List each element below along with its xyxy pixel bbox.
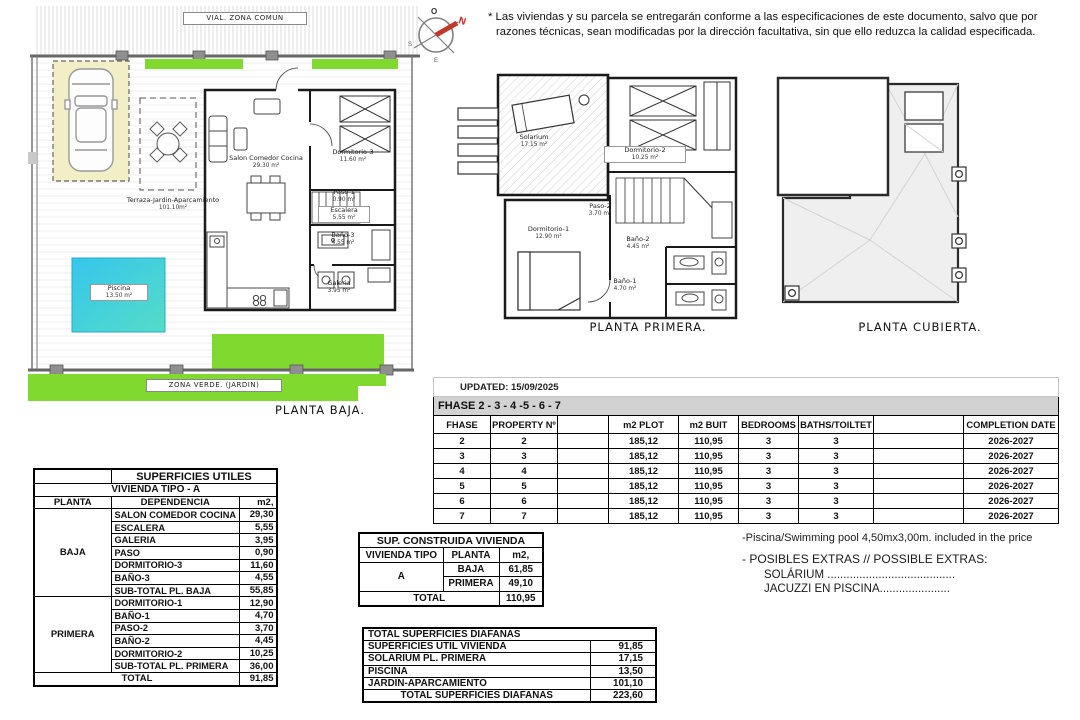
cell: 2 (434, 434, 491, 449)
room-label-galeria: Galeria 3.95 m² (327, 279, 351, 294)
cell: 185,12 (609, 464, 679, 479)
table-row (34, 597, 277, 610)
cell: 110,95 (679, 434, 739, 449)
total-value: 223,60 (590, 689, 656, 702)
cell: 185,12 (609, 479, 679, 494)
room-label-bano3: Baño-3 4.55 m² (331, 231, 355, 246)
cell: 5,55 (239, 521, 277, 534)
planta-primera-group: PRIMERA (34, 597, 111, 673)
col-fhase: FHASE (434, 416, 491, 434)
planta-baja-title: PLANTA BAJA. (275, 403, 365, 417)
table-title: SUPERFICIES UTILES (111, 469, 277, 484)
green-strip (312, 59, 398, 69)
updated-date: UPDATED: 15/09/2025 (434, 378, 1059, 397)
subtotal-label: SUB-TOTAL PL. PRIMERA (111, 660, 239, 673)
cell: 4 (434, 464, 491, 479)
cell: 3 (739, 479, 799, 494)
cell (34, 469, 111, 484)
room-label-dormitorio3: Dormitorio-3 11.60 m² (332, 148, 374, 163)
phase-row (434, 464, 1059, 479)
cell: PASO (111, 546, 239, 559)
subtotal-value: 55,85 (239, 584, 277, 597)
cell: 4,45 (239, 635, 277, 648)
cell: 2026-2027 (964, 479, 1059, 494)
cell: SALON COMEDOR COCINA (111, 509, 239, 522)
cell: 110,95 (679, 509, 739, 524)
updated-row (434, 378, 1059, 397)
room-label-paso1: Paso-1 0.90 m² (332, 188, 356, 203)
subtotal-label: SUB-TOTAL PL. BAJA (111, 584, 239, 597)
col-planta: PLANTA (34, 496, 111, 509)
cell: 185,12 (609, 449, 679, 464)
col-m2: m2, (239, 496, 277, 509)
car-icon (65, 69, 117, 171)
cell: 3 (799, 509, 874, 524)
bed-dorm1 (518, 252, 580, 310)
cell: 3 (739, 509, 799, 524)
gap-cell (558, 509, 609, 524)
room-label-escalera: Escalera 5.55 m² (318, 206, 370, 223)
phase-header-row (434, 416, 1059, 434)
vial-zona-comun-label: VIAL. ZONA COMUN (183, 12, 307, 25)
header-row (359, 548, 543, 562)
table-row (359, 562, 543, 576)
table-row (34, 509, 277, 522)
planta-baja-group: BAJA (34, 509, 111, 597)
cell: 5 (434, 479, 491, 494)
plan-planta-cubierta (765, 62, 1005, 342)
phase-row (434, 494, 1059, 509)
cell: 3 (799, 434, 874, 449)
cell: 13,50 (590, 665, 656, 677)
room-label-dormitorio1: Dormitorio-1 12.90 m² (527, 225, 570, 240)
gap-cell (874, 464, 964, 479)
svg-text:O: O (431, 7, 438, 16)
cell: 0,90 (239, 546, 277, 559)
svg-text:E: E (434, 58, 439, 64)
diafanas-table (362, 627, 657, 703)
cell: 4 (491, 464, 558, 479)
cell: 49,10 (499, 577, 543, 591)
zona-verde-label: ZONA VERDE. (JARDIN) (146, 379, 282, 392)
gap-cell (874, 479, 964, 494)
title-row (34, 469, 277, 484)
zona-verde-band-step (358, 374, 386, 386)
green-strip (145, 59, 243, 69)
compass-icon (400, 4, 478, 66)
cell: 3 (799, 464, 874, 479)
plan-planta-primera (448, 62, 748, 342)
gap-cell (558, 494, 609, 509)
cell: 3 (739, 464, 799, 479)
gap-cell (874, 434, 964, 449)
cell: 2026-2027 (964, 449, 1059, 464)
note-extras: - POSIBLES EXTRAS // POSSIBLE EXTRAS: (742, 552, 988, 566)
col-baths: BATHS/TOILTET (799, 416, 874, 434)
gap-cell (558, 479, 609, 494)
cell: 110,95 (679, 494, 739, 509)
subtotal-value: 36,00 (239, 660, 277, 673)
phase-row (434, 509, 1059, 524)
gap-cell (874, 449, 964, 464)
phase-band: FHASE 2 - 3 - 4 -5 - 6 - 7 (434, 397, 1059, 416)
disclaimer-text: * Las viviendas y su parcela se entregarán conforme a las especificaciones de este documento, salvo que por razones técnicas, sean modificadas por la dirección facultativa, sin que ello reduzca la calidad especificada. (488, 11, 1038, 38)
cell: ESCALERA (111, 521, 239, 534)
col-dependencia: DEPENDENCIA (111, 496, 239, 509)
subtitle-row (34, 484, 277, 497)
room-label-piscina: Piscina 13.50 m² (90, 284, 148, 301)
total-label: TOTAL SUPERFICIES DIAFANAS (363, 689, 590, 702)
cell: 4,55 (239, 572, 277, 585)
cell: 110,95 (679, 449, 739, 464)
total-row (34, 672, 277, 685)
col-planta: PLANTA (443, 548, 499, 562)
tipo-a: A (359, 562, 443, 591)
planta-cubierta-drawing (765, 62, 1005, 342)
gap-cell (874, 509, 964, 524)
room-label-paso2: Paso-2 3.70 m² (588, 202, 612, 217)
cell: 29,30 (239, 509, 277, 522)
cell: SUPERFICIES UTIL VIVIENDA (363, 641, 590, 653)
gap-cell (558, 464, 609, 479)
cell: JARDIN-APARCAMIENTO (363, 677, 590, 689)
cell: 3 (739, 494, 799, 509)
sup-construida-table (358, 532, 544, 607)
cell: 185,12 (609, 494, 679, 509)
cell: 12,90 (239, 597, 277, 610)
note-pool: -Piscina/Swimming pool 4,50mx3,00m. included in the price (742, 532, 1033, 544)
cell: 3 (799, 479, 874, 494)
cell: 7 (491, 509, 558, 524)
room-label-bano2: Baño-2 4.45 m² (626, 235, 650, 250)
cell: 2026-2027 (964, 464, 1059, 479)
phases-table (433, 377, 1059, 524)
total-value: 91,85 (239, 672, 277, 685)
cell: PRIMERA (443, 577, 499, 591)
gap-cell (874, 494, 964, 509)
phase-row (434, 434, 1059, 449)
col-completion: COMPLETION DATE (964, 416, 1059, 434)
total-label: TOTAL (359, 591, 499, 606)
terraza-label: Terraza-Jardin-Aparcamiento 101.10m² (126, 196, 220, 211)
table-row (363, 677, 656, 689)
solarium-table (579, 95, 589, 105)
svg-text:S: S (408, 42, 413, 48)
cell: 110,95 (679, 464, 739, 479)
cell: 6 (434, 494, 491, 509)
cell: PASO-2 (111, 622, 239, 635)
cell: 10,25 (239, 647, 277, 660)
cell: DORMITORIO-2 (111, 647, 239, 660)
total-row (363, 689, 656, 702)
total-label: TOTAL (34, 672, 239, 685)
table-row (363, 665, 656, 677)
svg-text:N: N (456, 15, 468, 28)
cell: 4,70 (239, 609, 277, 622)
notes-block (742, 531, 1032, 596)
lower-roof-block (778, 78, 888, 195)
gap-cell (558, 449, 609, 464)
gap-cell (874, 416, 964, 434)
cell: 2 (491, 434, 558, 449)
superficies-utiles-table (33, 468, 278, 687)
table-title: TOTAL SUPERFICIES DIAFANAS (363, 628, 656, 641)
table-subtitle: VIVIENDA TIPO - A (34, 484, 277, 497)
gap-cell (558, 434, 609, 449)
cell: BAÑO-2 (111, 635, 239, 648)
cell: GALERIA (111, 534, 239, 547)
phase-row (434, 479, 1059, 494)
title-row (363, 628, 656, 641)
col-m2: m2, (499, 548, 543, 562)
cell: PISCINA (363, 665, 590, 677)
cell: 3,95 (239, 534, 277, 547)
table-row (363, 653, 656, 665)
cell: BAÑO-3 (111, 572, 239, 585)
cell: 61,85 (499, 562, 543, 576)
title-row (359, 533, 543, 548)
planta-primera-title: PLANTA PRIMERA. (589, 320, 707, 334)
beds (630, 82, 730, 150)
cell: 3 (739, 449, 799, 464)
header-row (34, 496, 277, 509)
cell: SOLARIUM PL. PRIMERA (363, 653, 590, 665)
planta-cubierta-title: PLANTA CUBIERTA. (858, 320, 982, 334)
cell: DORMITORIO-1 (111, 597, 239, 610)
room-label-bano1: Baño-1 4.70 m² (613, 277, 637, 292)
note-jacuzzi: JACUZZI EN PISCINA...................... (764, 583, 950, 595)
room-label-dormitorio2: Dormitorio-2 10.25 m² (604, 146, 686, 163)
cell: 2026-2027 (964, 434, 1059, 449)
cell: BAÑO-1 (111, 609, 239, 622)
plan-planta-baja (28, 4, 448, 418)
cell: DORMITORIO-3 (111, 559, 239, 572)
table-row (363, 641, 656, 653)
cell: 3 (491, 449, 558, 464)
col-tipo: VIVIENDA TIPO (359, 548, 443, 562)
total-row (359, 591, 543, 606)
cell: 6 (491, 494, 558, 509)
cell: 2026-2027 (964, 509, 1059, 524)
gap-cell (558, 416, 609, 434)
col-bedrooms: BEDROOMS (739, 416, 799, 434)
col-property: PROPERTY Nº (491, 416, 558, 434)
total-value: 110,95 (499, 591, 543, 606)
phase-band-row (434, 397, 1059, 416)
note-solarium: SOLÁRIUM ........................................ (764, 569, 956, 581)
cell: 3 (799, 449, 874, 464)
cell: 5 (491, 479, 558, 494)
cell: 3,70 (239, 622, 277, 635)
cell: 185,12 (609, 509, 679, 524)
cell: 2026-2027 (964, 494, 1059, 509)
room-label-salon: Salon Comedor Cocina 29.30 m² (229, 154, 303, 169)
cell: 3 (434, 449, 491, 464)
cell: 110,95 (679, 479, 739, 494)
cell: 7 (434, 509, 491, 524)
cell: 11,60 (239, 559, 277, 572)
phase-row (434, 449, 1059, 464)
cell: 3 (739, 434, 799, 449)
col-built: m2 BUIT (679, 416, 739, 434)
skylight (905, 92, 943, 120)
col-plot: m2 PLOT (609, 416, 679, 434)
cell: 185,12 (609, 434, 679, 449)
room-label-solarium: Solarium 17.15 m² (519, 133, 549, 148)
cell: BAJA (443, 562, 499, 576)
cell: 101,10 (590, 677, 656, 689)
neighbor-structure (28, 152, 37, 164)
table-title: SUP. CONSTRUIDA VIVIENDA (359, 533, 543, 548)
cell: 3 (799, 494, 874, 509)
cell: 17,15 (590, 653, 656, 665)
cell: 91,85 (590, 641, 656, 653)
